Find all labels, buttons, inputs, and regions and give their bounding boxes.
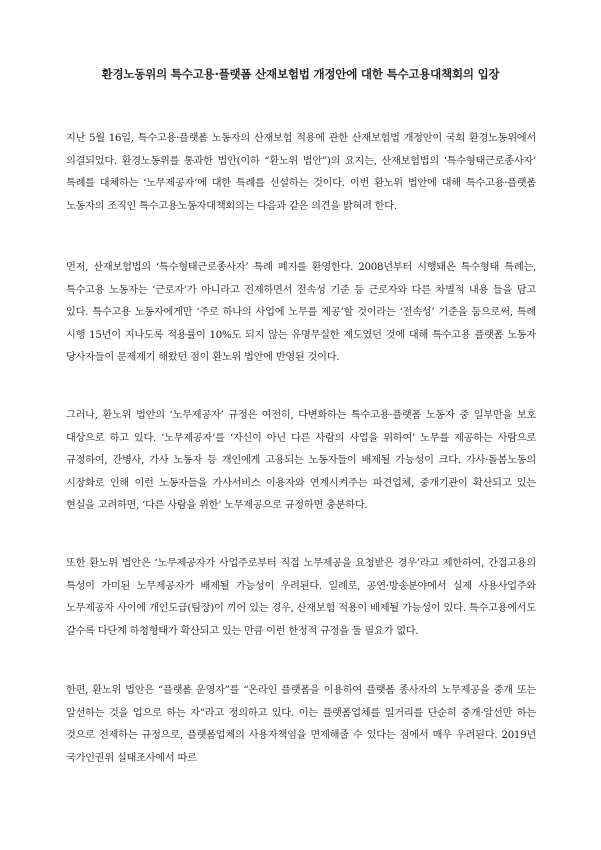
- paragraph-3: 그러나, 환노위 법안의 ‘노무제공자’ 규정은 여전히, 다변화하는 특수고용·플랫폼 노동자 중 일부만을 보호 대상으로 하고 있다. ‘노무제공자’를 ‘자신이 아닌 다른 사람의 사업을 위하여’ 노무를 제공하는 사람으로 규정하여, 간병사, 가사 노동자 등 개인에게 고용되는 노동자들이 배제될 가능성이 크다. 가사·돌봄노동의 시장화로 인해 이런 노동자들을 가사서비스 이용자와 연계시켜주는 파견업체, 중개기관이 확산되고 있는 현실을 고려하면, ‘다른 사람을 위한’ 노무제공으로 규정하면 충분하다.: [66, 410, 536, 511]
- paragraph-5: 한편, 환노위 법안은 “플랫폼 운영자”를 “온라인 플랫폼을 이용하여 플랫폼 종사자의 노무제공을 중개 또는 알선하는 것을 업으로 하는 자”라고 정의하고 있다. 이는 플랫폼업체를 일거리를 단순히 중개·알선만 하는 것으로 전제하는 규정으로, 플랫폼업체의 사용자책임을 면제해줄 수 있다는 점에서 매우 우려된다. 2019년 국가인권위 실태조사에서 따르: [66, 685, 536, 764]
- document-title: 환경노동위의 특수고용·플랫폼 산재보험법 개정안에 대한 특수고용대책회의 입장: [101, 67, 500, 81]
- paragraph-2: 먼저, 산재보험법의 ‘특수형태근로종사자’ 특례 폐지를 환영한다. 2008년부터 시행돼온 특수형태 특례는, 특수고용 노동자는 ‘근로자’가 아니라고 전제하면서 전속성 기준 등 근로자와 다른 차별적 내용 들을 담고 있다. 특수고용 노동자에게만 ‘주로 하나의 사업에 노무를 제공’할 것이라는 ‘전속성’ 기준을 둠으로써, 특례 시행 15년이 지나도록 적용률이 10%도 되지 않는 유명무실한 제도였던 것에 대해 특수고용 플랫폼 노동자 당사자들이 문제제기 해왔던 점이 환노위 법안에 반영된 것이다.: [66, 262, 536, 363]
- paragraph-1: 지난 5월 16일, 특수고용·플랫폼 노동자의 산재보험 적용에 관한 산재보험법 개정안이 국회 환경노동위에서 의결되었다. 환경노동위를 통과한 법안(이하 “환노위 법안”)의 요지는, 산재보험법의 ‘특수형태근로종사자’ 특례를 대체하는 ‘노무제공자’에 대한 특례를 신설하는 것이다. 이번 환노위 법안에 대해 특수고용·플랫폼 노동자의 조직인 특수고용노동자대책회의는 다음과 같은 의견을 밝혀려 한다.: [66, 133, 536, 212]
- paragraph-4: 또한 환노위 법안은 ‘노무제공자가 사업주로부터 직접 노무제공을 요청받은 경우’라고 제한하여, 간접고용의 특성이 가미된 노무제공자가 배제될 가능성이 우려된다. 일례로, 공연·방송분야에서 실제 사용사업주와 노무제공자 사이에 개인도급(팀장)이 끼어 있는 경우, 산재보험 적용이 배제될 가능성이 있다. 특수고용에서도 갈수록 다단계 하청형태가 확산되고 있는 만큼 이런 한정적 규정을 둘 필요가 없다.: [66, 558, 536, 637]
